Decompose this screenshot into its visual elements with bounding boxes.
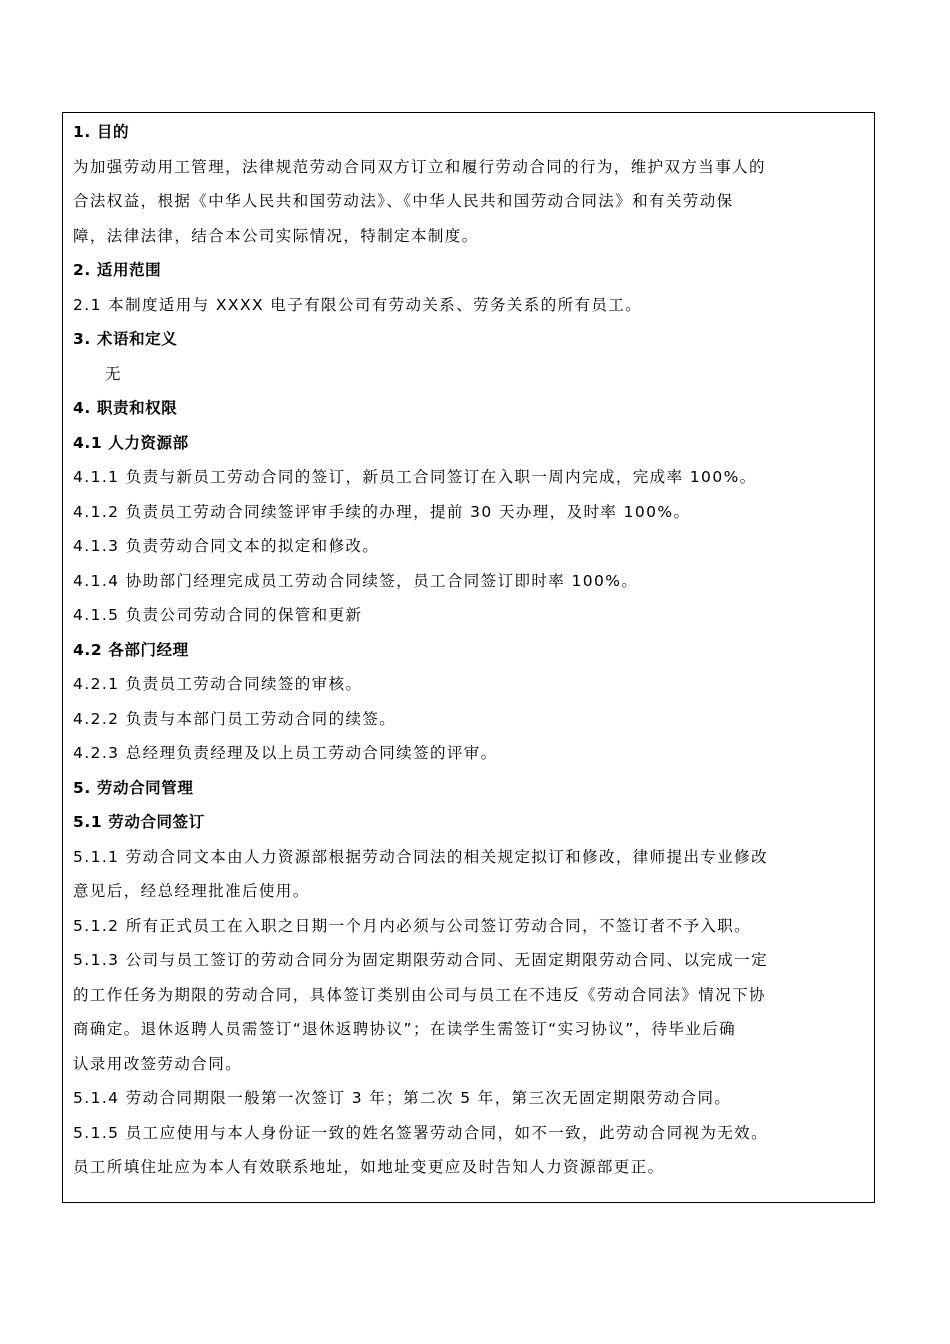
paragraph-line: 合法权益，根据《中华人民共和国劳动法》、《中华人民共和国劳动合同法》和有关劳动保 — [73, 192, 734, 210]
paragraph-line: 无 — [105, 364, 122, 383]
paragraph-line: 4.1.2 负责员工劳动合同续签评审手续的办理，提前 30 天办理，及时率 100%。 — [73, 502, 691, 521]
section-heading-purpose: 1. 目的 — [73, 123, 130, 141]
paragraph-line: 商确定。退休返聘人员需签订“退休返聘协议”；在读学生需签订“实习协议”，待毕业后确 — [73, 1020, 737, 1038]
document-frame — [62, 112, 875, 1203]
paragraph-line: 4.1.5 负责公司劳动合同的保管和更新 — [73, 606, 363, 624]
paragraph-line: 员工所填住址应为本人有效联系地址，如地址变更应及时告知人力资源部更正。 — [73, 1158, 665, 1176]
paragraph-line: 5.1.3 公司与员工签订的劳动合同分为固定期限劳动合同、无固定期限劳动合同、以完成一定 — [73, 951, 768, 969]
paragraph-line: 4.2.1 负责员工劳动合同续签的审核。 — [73, 675, 363, 693]
paragraph-line: 4.2.2 负责与本部门员工劳动合同的续签。 — [73, 709, 397, 728]
paragraph-line: 4.2.3 总经理负责经理及以上员工劳动合同续签的评审。 — [73, 744, 498, 762]
paragraph-line: 5.1.5 员工应使用与本人身份证一致的姓名签署劳动合同，如不一致，此劳动合同视为无效。 — [73, 1123, 768, 1142]
paragraph-line: 4.1.3 负责劳动合同文本的拟定和修改。 — [73, 537, 380, 555]
paragraph-line: 意见后，经总经理批准后使用。 — [73, 882, 310, 900]
paragraph-line: 4.1.1 负责与新员工劳动合同的签订，新员工合同签订在入职一周内完成，完成率 100%。 — [73, 468, 757, 486]
section-heading-terms: 3. 术语和定义 — [73, 330, 178, 348]
paragraph-line: 认录用改签劳动合同。 — [73, 1054, 243, 1073]
paragraph-line: 4.1.4 协助部门经理完成员工劳动合同续签，员工合同签订即时率 100%。 — [73, 571, 639, 590]
subsection-heading-contract-signing: 5.1 劳动合同签订 — [73, 813, 205, 831]
paragraph-line: 为加强劳动用工管理，法律规范劳动合同双方订立和履行劳动合同的行为，维护双方当事人的 — [73, 157, 766, 176]
paragraph-line: 5.1.2 所有正式员工在入职之日期一个月内必须与公司签订劳动合同，不签订者不予入职。 — [73, 916, 752, 935]
section-heading-scope: 2. 适用范围 — [73, 261, 162, 279]
section-heading-responsibilities: 4. 职责和权限 — [73, 399, 178, 417]
paragraph-line: 5.1.4 劳动合同期限一般第一次签订 3 年；第二次 5 年，第三次无固定期限劳动合同。 — [73, 1089, 732, 1107]
paragraph-line: 障，法律法律，结合本公司实际情况，特制定本制度。 — [73, 226, 479, 245]
subsection-heading-hr: 4.1 人力资源部 — [73, 433, 189, 452]
paragraph-line: 5.1.1 劳动合同文本由人力资源部根据劳动合同法的相关规定拟订和修改，律师提出专业修改 — [73, 847, 768, 866]
document-body — [73, 115, 863, 1185]
section-heading-contract-management: 5. 劳动合同管理 — [73, 778, 194, 797]
paragraph-line: 的工作任务为期限的劳动合同，具体签订类别由公司与员工在不违反《劳动合同法》情况下协 — [73, 985, 766, 1004]
paragraph-line: 2.1 本制度适用与 XXXX 电子有限公司有劳动关系、劳务关系的所有员工。 — [73, 295, 643, 314]
subsection-heading-managers: 4.2 各部门经理 — [73, 640, 189, 659]
